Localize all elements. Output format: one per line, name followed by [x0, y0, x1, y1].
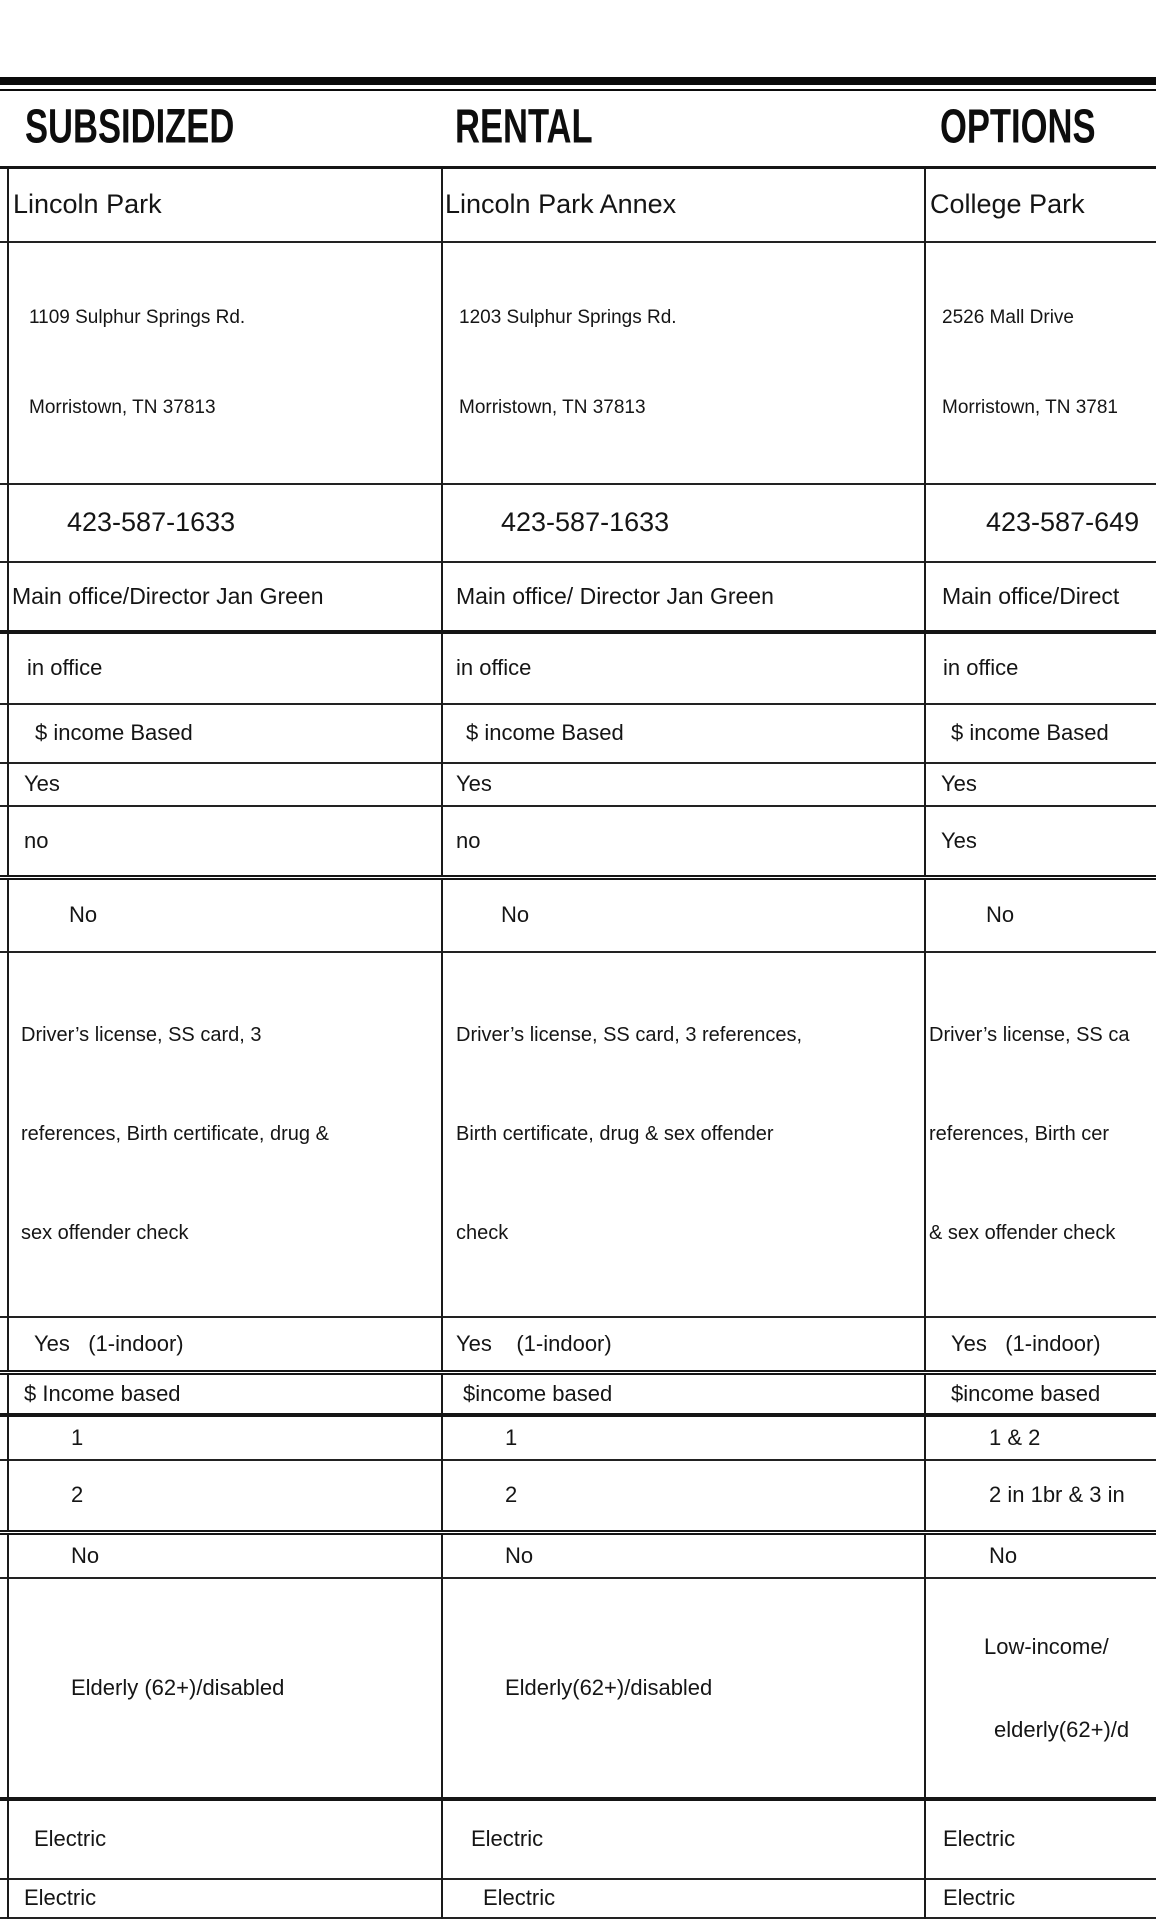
cell-requirements-col1 — [8, 952, 442, 1317]
row-no — [0, 878, 1156, 952]
cell-utility2-col2: Electric — [442, 1879, 925, 1918]
row-label-stub — [0, 168, 8, 242]
cell-rent-col1: $ Income based — [8, 1373, 442, 1415]
cell-phone-col3: 423-587-649 — [986, 507, 1140, 537]
row-label-stub — [0, 1578, 8, 1799]
cell-yes-col2: Yes — [442, 763, 925, 806]
cell-utility1-col3: Electric — [943, 1826, 1016, 1851]
cell-bedrooms-col3: 1 & 2 — [989, 1424, 1041, 1450]
row-contact — [0, 562, 1156, 632]
cell-contact-col1: Main office/Director Jan Green — [8, 562, 442, 632]
address-line: Morristown, TN 37813 — [29, 396, 216, 418]
row-label-stub — [0, 1460, 8, 1533]
comparison-table — [0, 166, 1156, 1919]
cell-occupancy-col1: 2 — [8, 1460, 442, 1533]
cell-no-col1: No — [8, 878, 442, 952]
cell-phone-col2: 423-587-1633 — [442, 484, 925, 562]
cell-address-col1 — [8, 242, 442, 484]
cell-nny-col3: Yes — [941, 827, 977, 853]
row-utility-1 — [0, 1799, 1156, 1879]
cell-utility2-col1: Electric — [8, 1879, 442, 1918]
requirements-line: & sex offender check — [929, 1221, 1116, 1244]
cell-apply-col1: in office — [8, 632, 442, 704]
row-label-stub — [0, 1879, 8, 1918]
cell-rent-col2: $income based — [442, 1373, 925, 1415]
requirements-line: references, Birth certificate, drug & — [21, 1122, 329, 1145]
cell-utility1-col1: Electric — [8, 1799, 442, 1879]
cell-name-col2: Lincoln Park Annex — [442, 168, 925, 242]
top-rule-thick — [0, 77, 1156, 85]
row-address — [0, 242, 1156, 484]
cell-population-col1: Elderly (62+)/disabled — [8, 1578, 442, 1799]
cell-rent-col3: $income based — [951, 1380, 1101, 1406]
row-label-stub — [0, 1317, 8, 1373]
row-yes — [0, 763, 1156, 806]
population-line: Low-income/ — [984, 1633, 1109, 1659]
cell-address-col2 — [442, 242, 925, 484]
row-label-stub — [0, 1799, 8, 1879]
row-label-stub — [0, 1533, 8, 1578]
title-word-options: OPTIONS — [940, 99, 1096, 153]
row-community-name — [0, 168, 1156, 242]
row-label-stub — [0, 484, 8, 562]
cell-nny-col2: no — [442, 806, 925, 878]
title-word-subsidized: SUBSIDIZED — [25, 99, 235, 153]
address-line: 1203 Sulphur Springs Rd. — [459, 306, 677, 328]
cell-yes-col1: Yes — [8, 763, 442, 806]
cell-utility2-col3: Electric — [943, 1885, 1016, 1910]
row-requirements — [0, 952, 1156, 1317]
row-label-stub — [0, 632, 8, 704]
row-label-stub — [0, 1415, 8, 1460]
row-bedrooms — [0, 1415, 1156, 1460]
cell-no-col3: No — [986, 902, 1015, 928]
row-label-stub — [0, 806, 8, 878]
row-label-stub — [0, 1373, 8, 1415]
cell-requirements-col3 — [925, 952, 1156, 1317]
cell-no2-col1: No — [8, 1533, 442, 1578]
row-label-stub — [0, 704, 8, 763]
cell-population-col2: Elderly(62+)/disabled — [442, 1578, 925, 1799]
requirements-line: Driver’s license, SS card, 3 — [21, 1023, 262, 1046]
requirements-line: references, Birth cer — [929, 1122, 1110, 1145]
cell-bedrooms-col1: 1 — [8, 1415, 442, 1460]
address-line: Morristown, TN 3781 — [942, 396, 1118, 418]
row-label-stub — [0, 878, 8, 952]
cell-utility1-col2: Electric — [442, 1799, 925, 1879]
document-title — [0, 91, 1156, 166]
cell-pets-col3: Yes (1-indoor) — [951, 1330, 1101, 1356]
cell-deposit-col2: $ income Based — [442, 704, 925, 763]
cell-pets-col1: Yes (1-indoor) — [8, 1317, 442, 1373]
row-occupancy — [0, 1460, 1156, 1533]
address-line: 2526 Mall Drive — [942, 306, 1074, 328]
population-line: elderly(62+)/d — [994, 1716, 1130, 1742]
address-line: Morristown, TN 37813 — [459, 396, 646, 418]
row-no-no-yes — [0, 806, 1156, 878]
row-pets — [0, 1317, 1156, 1373]
cell-occupancy-col3: 2 in 1br & 3 in — [989, 1482, 1125, 1508]
cell-no-col2: No — [442, 878, 925, 952]
cell-requirements-col2 — [442, 952, 925, 1317]
cell-apply-col2: in office — [442, 632, 925, 704]
requirements-line: Driver’s license, SS ca — [929, 1023, 1130, 1046]
row-apply-in-office — [0, 632, 1156, 704]
requirements-line: check — [456, 1221, 509, 1244]
cell-address-col3 — [925, 242, 1156, 484]
title-word-rental: RENTAL — [455, 99, 593, 153]
cell-name-col3: College Park — [930, 189, 1085, 220]
cell-name-col1: Lincoln Park — [8, 168, 442, 242]
row-phone — [0, 484, 1156, 562]
cell-occupancy-col2: 2 — [442, 1460, 925, 1533]
top-margin — [0, 0, 1156, 77]
row-label-stub — [0, 952, 8, 1317]
cell-yes-col3: Yes — [941, 771, 977, 796]
cell-contact-col2: Main office/ Director Jan Green — [442, 562, 925, 632]
cell-no2-col3: No — [989, 1542, 1018, 1568]
cell-pets-col2: Yes (1-indoor) — [442, 1317, 925, 1373]
row-no-2 — [0, 1533, 1156, 1578]
cell-deposit-col3: $ income Based — [951, 720, 1109, 745]
cell-phone-col1: 423-587-1633 — [8, 484, 442, 562]
row-label-stub — [0, 763, 8, 806]
row-population-served — [0, 1578, 1156, 1799]
cell-apply-col3: in office — [943, 655, 1019, 680]
requirements-line: Driver’s license, SS card, 3 references, — [456, 1023, 803, 1046]
cell-deposit-col1: $ income Based — [8, 704, 442, 763]
requirements-line: Birth certificate, drug & sex offender — [456, 1122, 774, 1145]
cell-contact-col3: Main office/Direct — [942, 582, 1120, 609]
cell-bedrooms-col2: 1 — [442, 1415, 925, 1460]
cell-no2-col2: No — [442, 1533, 925, 1578]
address-line: 1109 Sulphur Springs Rd. — [29, 306, 246, 328]
cell-nny-col1: no — [8, 806, 442, 878]
row-rent — [0, 1373, 1156, 1415]
cell-population-col3 — [925, 1578, 1156, 1799]
row-label-stub — [0, 242, 8, 484]
row-utility-2 — [0, 1879, 1156, 1918]
row-label-stub — [0, 562, 8, 632]
requirements-line: sex offender check — [21, 1221, 189, 1244]
row-income-based-deposit — [0, 704, 1156, 763]
